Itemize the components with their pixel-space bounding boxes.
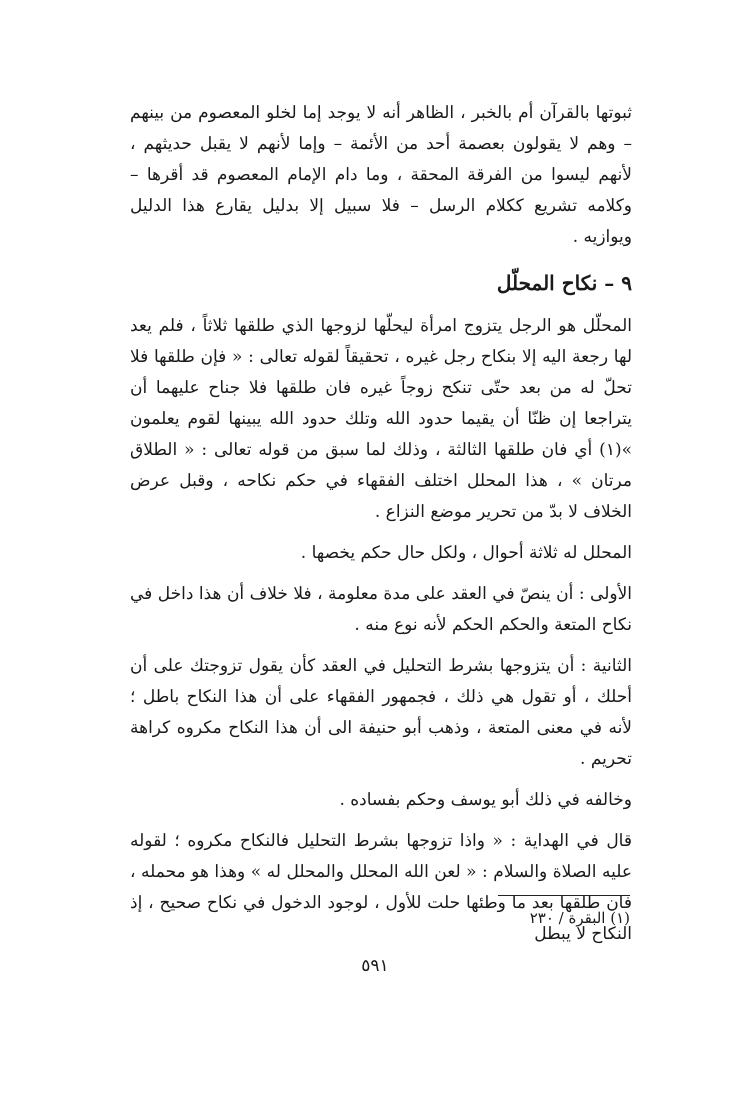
main-text — [130, 98, 632, 960]
paragraph-first-state: الأولى : أن ينصّ في العقد على مدة معلومة ، فلا خلاف أن هذا داخل في نكاح المتعة والحكم الحكم لأنه نوع منه . — [130, 584, 632, 635]
footnote-divider — [498, 895, 630, 896]
paragraph-second-state: الثانية : أن يتزوجها بشرط التحليل في العقد كأن يقول تزوجتك على أن أحلك ، أو تقول هي ذلك ، فجمهور الفقهاء على أن هذا النكاح باطل ؛ لأنه في معنى المتعة ، وذهب أبو حنيفة الى أن هذا النكاح مكروه كراهة تحريم . — [130, 656, 632, 769]
paragraph-hidaya-quote: قال في الهداية : « واذا تزوجها بشرط التحليل فالنكاح مكروه ؛ لقوله عليه الصلاة والسلام : « لعن الله المحلل والمحلل له » وهذا هو محمله ، فان طلقها بعد ما وطئها حلت للأول ، لوجود الدخول في نكاح صحيح ، إذ النكاح لا يبطل — [130, 831, 632, 944]
footnote: (١) البقرة / ٢٣٠ — [529, 909, 630, 927]
section-heading: ٩ – نكاح المحلّل — [496, 271, 632, 295]
page-number: ٥٩١ — [361, 956, 389, 976]
paragraph-abu-yusuf: وخالفه في ذلك أبو يوسف وحكم بفساده . — [339, 790, 632, 810]
intro-paragraph: ثبوتها بالقرآن أم بالخبر ، الظاهر أنه لا يوجد إما لخلو المعصوم من بينهم – وهم لا يقولون بعصمة أحد من الأئمة – وإما لأنهم لا يقبل حديثهم ، لأنهم ليسوا من الفرقة المحقة ، وما دام الإمام المعصوم قد أقرها – وكلامه تشريع ككلام الرسل – فلا سبيل إلا بدليل يقارع هذا الدليل ويوازيه . — [130, 103, 632, 247]
paragraph-definition: المحلّل هو الرجل يتزوج امرأة ليحلّها لزوجها الذي طلقها ثلاثاً ، فلم يعد لها رجعة اليه إلا بنكاح رجل غيره ، تحقيقاً لقوله تعالى : « فإن طلقها فلا تحلّ له من بعد حتّى تنكح زوجاً غيره فان طلقها فلا جناح عليهما أن يتراجعا إن ظنّا أن يقيما حدود الله وتلك حدود الله يبينها لقوم يعلمون »(١) أي فان طلقها الثالثة ، وذلك لما سبق من قوله تعالى : « الطلاق مرتان » ، هذا المحلل اختلف الفقهاء في حكم نكاحه ، وقبل عرض الخلاف لا بدّ من تحرير موضع النزاع . — [130, 316, 632, 522]
paragraph-states: المحلل له ثلاثة أحوال ، ولكل حال حكم يخصها . — [300, 543, 632, 563]
